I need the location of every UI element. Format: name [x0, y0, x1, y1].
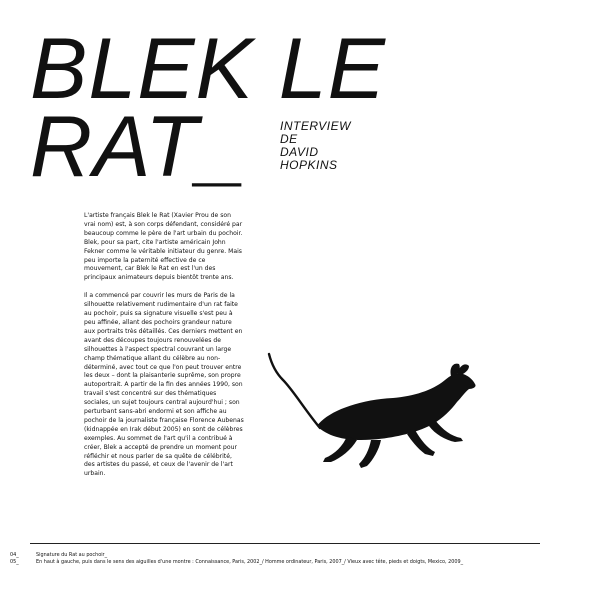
article-paragraph-2: Il a commencé par couvrir les murs de Paris de la silhouette relativement rudimentaire d'un rat faite au pochoir, puis sa signature visuelle s'est peu à peu affinée, allant des pochoirs grandeur nature aux portraits très détaillés. Ces derniers mettent en avant des découpes toujours renouvelées de silhouettes à l'aspect spectral couvrant un large champ thématique allant du célèbre au non-déterminé, avec tout ce que l'on peut trouver entre les deux – dont la plaisanterie suprême, son propre autoportrait. A partir de la fin des années 1990, son travail s'est concentré sur des thématiques sociales, un sujet toujours central aujourd'hui ; son perturbant sans-abri endormi et son affiche au pochoir de la journaliste française Florence Aubenas (kidnappée en Irak début 2005) en sont de célèbres exemples. Au sommet de l'art qu'il a contribué à créer, Blek a accepté de prendre un moment pour réfléchir et nous parler de sa quête de célébrité, des artistes du passé, et ceux de l'avenir de l'art urbain.	[84, 292, 244, 478]
caption-block	[10, 552, 463, 566]
subtitle-line-3: DAVID	[280, 145, 319, 159]
footer-divider	[30, 543, 540, 544]
page-title-line-2: RAT_	[30, 99, 248, 195]
subtitle-line-1: INTERVIEW	[280, 119, 351, 133]
rat-front-leg	[429, 420, 463, 442]
page-title-line-1: BLEK LE	[30, 21, 386, 117]
subtitle-line-2: DE	[280, 132, 298, 146]
rat-front-leg	[407, 430, 435, 456]
caption-number: 05_	[10, 559, 19, 565]
caption-number: 04_	[10, 552, 19, 558]
article-paragraph-1: L'artiste français Blek le Rat (Xavier Prou de son vrai nom) est, à son corps défendant, considéré par beaucoup comme le père de l'art urbain du pochoir. Blek, pour sa part, cite l'artiste américain John Fekner comme le véritable initiateur du genre. Mais peu importe la paternité effective de ce mouvement, car Blek le Rat en est l'un des principaux animateurs depuis bientôt trente ans.	[84, 212, 243, 282]
rat-stencil-image	[265, 340, 480, 470]
caption-row	[10, 552, 463, 559]
rat-hind-leg	[359, 440, 381, 468]
rat-hind-leg	[323, 436, 357, 462]
article-body	[84, 212, 244, 488]
subtitle-line-4: HOPKINS	[280, 158, 338, 172]
rat-tail	[269, 354, 320, 428]
subtitle	[280, 120, 351, 172]
caption-text: En haut à gauche, puis dans le sens des aiguilles d'une montre : Connaissance, Paris, 2002_/ Homme ordinateur, Paris, 2007_/ Vieux avec tête, pieds et doigts, Mexico, 2009_	[36, 559, 464, 565]
caption-text: Signature du Rat au pochoir_	[36, 552, 108, 558]
caption-row	[10, 559, 463, 566]
rat-body	[317, 373, 476, 440]
